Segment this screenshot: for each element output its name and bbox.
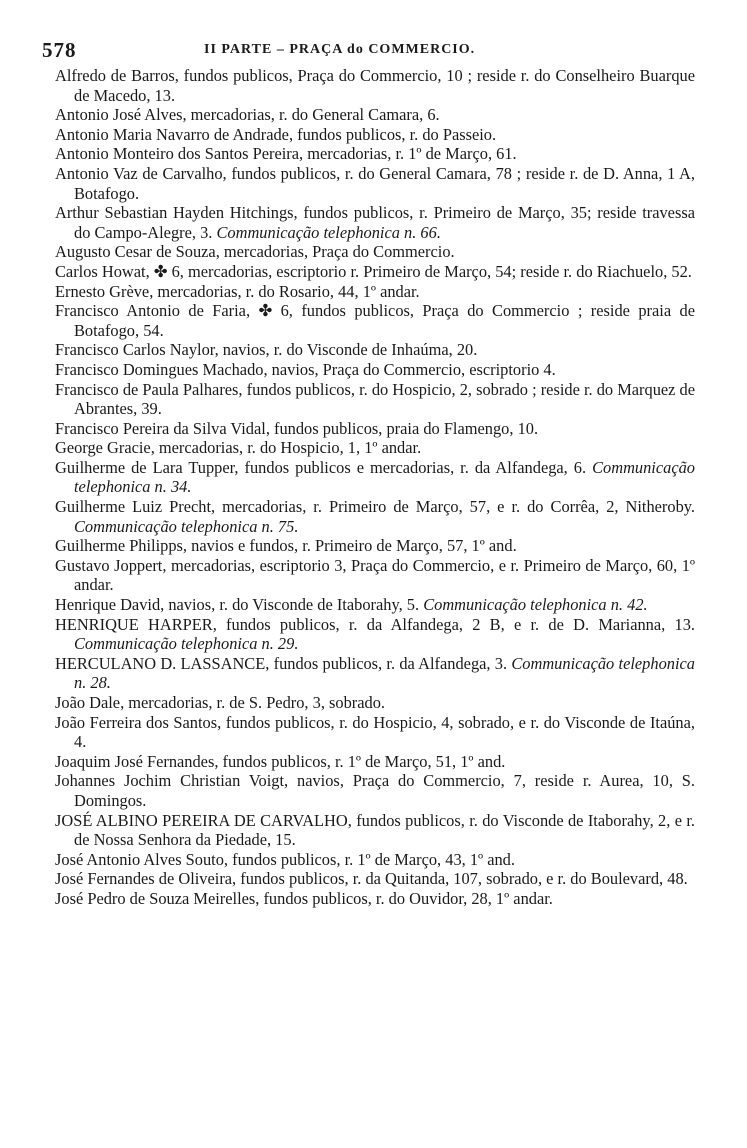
list-item — [55, 360, 695, 380]
telephone-note: Communicação telephonica n. 34. — [74, 457, 695, 497]
telephone-note: Communicação telephonica n. 75. — [74, 516, 299, 536]
entry-text: José Antonio Alves Souto, fundos publicos, r. 1º de Março, 43, 1º and. — [55, 849, 515, 869]
entry-text: João Ferreira dos Santos, fundos publicos, r. do Hospicio, 4, sobrado, e r. do Visconde de Itaúna, 4. — [55, 712, 695, 752]
list-item — [55, 869, 695, 889]
entry-text: Johannes Jochim Christian Voigt, navios, Praça do Commercio, 7, reside r. Aurea, 10, S. Domingos. — [55, 771, 695, 810]
list-item — [55, 713, 695, 752]
entry-text: Augusto Cesar de Souza, mercadorias, Praça do Commercio. — [55, 242, 455, 262]
list-item — [55, 811, 695, 850]
list-item — [55, 242, 695, 262]
telephone-note: Communicação telephonica n. 28. — [74, 653, 695, 693]
entry-text: João Dale, mercadorias, r. de S. Pedro, 3, sobrado. — [55, 693, 386, 712]
list-item — [55, 282, 695, 302]
running-head: II PARTE – PRAÇA do COMMERCIO. — [204, 42, 476, 57]
list-item — [55, 380, 695, 419]
entry-text: HERCULANO D. LASSANCE, fundos publicos, r. da Alfandega, 3. — [55, 653, 508, 673]
entry-text: Guilherme de Lara Tupper, fundos publicos e mercadorias, r. da Alfandega, 6. — [55, 457, 587, 477]
list-item — [55, 144, 695, 164]
list-item — [55, 458, 695, 497]
entry-text: José Pedro de Souza Meirelles, fundos publicos, r. do Ouvidor, 28, 1º andar. — [55, 888, 553, 908]
page-number: 578 — [42, 38, 77, 62]
entry-text: Alfredo de Barros, fundos publicos, Praça do Commercio, 10 ; reside r. do Conselheiro Buarque de Macedo, 13. — [55, 66, 695, 105]
entry-text: Henrique David, navios, r. do Visconde de Itaborahy, 5. — [55, 595, 420, 615]
list-item — [55, 164, 695, 203]
list-item — [55, 693, 695, 713]
entry-text: Guilherme Philipps, navios e fundos, r. Primeiro de Março, 57, 1º and. — [55, 536, 517, 556]
telephone-note: Communicação telephonica n. 66. — [216, 222, 441, 242]
list-item — [55, 66, 695, 105]
list-item — [55, 615, 695, 654]
entry-text: Francisco de Paula Palhares, fundos publicos, r. do Hospicio, 2, sobrado ; reside r. do Marquez de Abrantes, 39. — [55, 379, 696, 419]
entry-text: Antonio Maria Navarro de Andrade, fundos publicos, r. do Passeio. — [55, 124, 497, 144]
list-item — [55, 850, 695, 870]
list-item — [55, 262, 695, 282]
entry-text: Francisco Pereira da Silva Vidal, fundos publicos, praia do Flamengo, 10. — [55, 418, 539, 438]
entry-text: Antonio Vaz de Carvalho, fundos publicos, r. do General Camara, 78 ; reside r. de D. Anna, 1 A, Botafogo. — [55, 163, 695, 203]
list-item — [55, 203, 695, 242]
list-item — [55, 438, 695, 458]
list-item — [55, 654, 695, 693]
entry-text: Antonio José Alves, mercadorias, r. do General Camara, 6. — [55, 105, 440, 125]
list-item — [55, 889, 695, 909]
entry-text: JOSÉ ALBINO PEREIRA DE CARVALHO, fundos publicos, r. do Visconde de Itaborahy, 2, e r. de Nossa Senhora da Piedade, 15. — [55, 810, 695, 850]
entry-text: Guilherme Luiz Precht, mercadorias, r. Primeiro de Março, 57, e r. do Corrêa, 2, Nitheroby. — [55, 497, 695, 517]
list-item — [55, 752, 695, 772]
entry-text: Francisco Domingues Machado, navios, Praça do Commercio, escriptorio 4. — [55, 359, 556, 379]
list-item — [55, 105, 695, 125]
entry-text: Carlos Howat, ✤ 6, mercadorias, escriptorio r. Primeiro de Março, 54; reside r. do Riachuelo, 52. — [55, 261, 692, 281]
list-item — [55, 301, 695, 340]
entry-text: Antonio Monteiro dos Santos Pereira, mercadorias, r. 1º de Março, 61. — [55, 144, 517, 164]
entry-text: José Fernandes de Oliveira, fundos publicos, r. da Quitanda, 107, sobrado, e r. do Boulevard, 48. — [55, 869, 688, 889]
telephone-note: Communicação telephonica n. 29. — [74, 634, 299, 654]
entry-text: Ernesto Grève, mercadorias, r. do Rosario, 44, 1º andar. — [55, 281, 420, 301]
list-item — [55, 771, 695, 810]
list-item — [55, 340, 695, 360]
telephone-note: Communicação telephonica n. 42. — [423, 595, 648, 615]
entry-text: HENRIQUE HARPER, fundos publicos, r. da Alfandega, 2 B, e r. de D. Marianna, 13. — [55, 614, 695, 634]
entry-text: Francisco Carlos Naylor, navios, r. do Visconde de Inhaúma, 20. — [55, 340, 478, 360]
list-item — [55, 497, 695, 536]
entry-text: George Gracie, mercadorias, r. do Hospicio, 1, 1º andar. — [55, 438, 422, 458]
list-item — [55, 536, 695, 556]
entry-text: Francisco Antonio de Faria, ✤ 6, fundos publicos, Praça do Commercio ; reside praia de Botafogo, 54. — [55, 301, 695, 340]
list-item — [55, 595, 695, 615]
entry-text: Joaquim José Fernandes, fundos publicos, r. 1º de Março, 51, 1º and. — [55, 751, 506, 771]
list-item — [55, 419, 695, 439]
list-item — [55, 556, 695, 595]
entry-text: Arthur Sebastian Hayden Hitchings, fundos publicos, r. Primeiro de Março, 35; reside travessa do Campo-Alegre, 3. — [55, 203, 695, 242]
merchant-list — [55, 66, 695, 909]
list-item — [55, 125, 695, 145]
page-header — [42, 38, 702, 68]
entry-text: Gustavo Joppert, mercadorias, escriptorio 3, Praça do Commercio, e r. Primeiro de Março, 60, 1º andar. — [55, 555, 695, 595]
